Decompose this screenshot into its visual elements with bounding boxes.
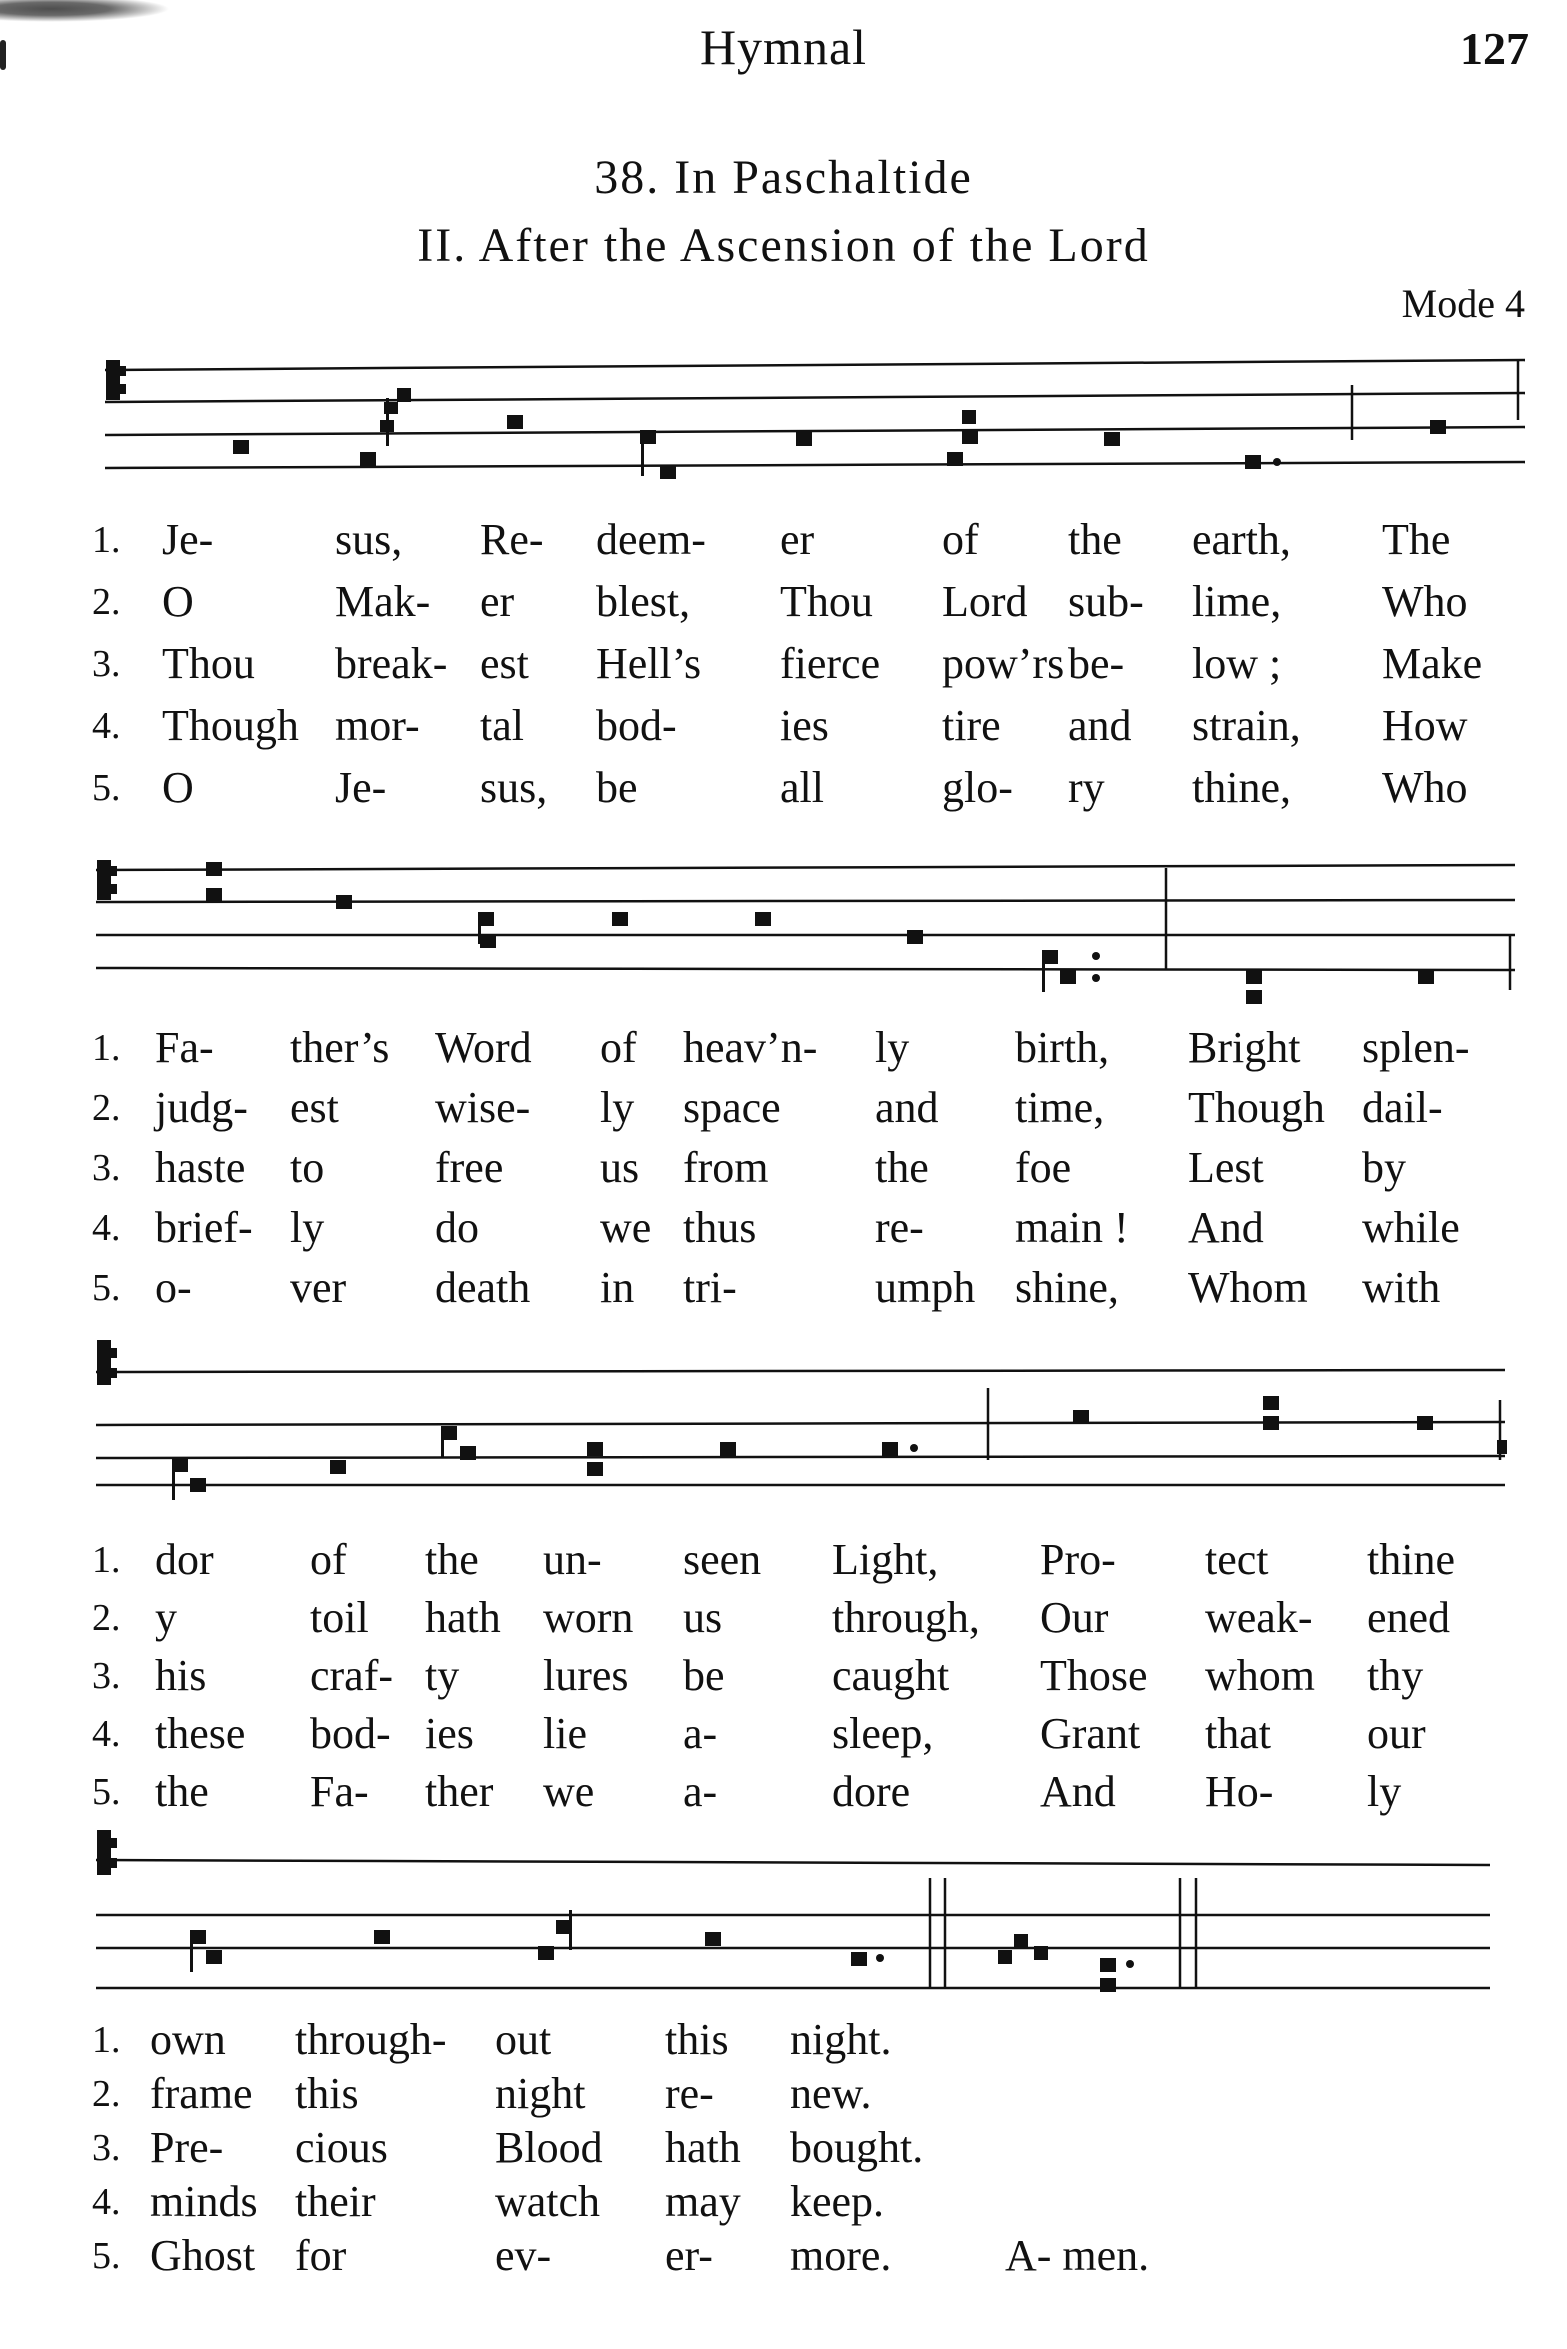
lyric-syllable: The: [1382, 515, 1451, 564]
lyric-syllable: free: [435, 1143, 504, 1192]
lyric-syllable: space: [683, 1083, 781, 1132]
lyric-syllable: earth,: [1192, 515, 1291, 564]
neume: [360, 452, 376, 466]
lyric-syllable: mor-: [335, 701, 420, 750]
lyric-syllable: thus: [683, 1203, 757, 1252]
c-clef: [97, 1830, 111, 1875]
lyric-syllable: seen: [683, 1535, 762, 1584]
neume: [1263, 1416, 1279, 1430]
neume: [190, 1478, 206, 1492]
verse-number: 1.: [92, 2019, 121, 2061]
lyric-syllable: thine: [1367, 1535, 1455, 1584]
neume: [660, 465, 676, 479]
lyric-syllable: tal: [480, 701, 524, 750]
lyric-syllable: do: [435, 1203, 479, 1252]
neume: [612, 912, 628, 926]
lyric-syllable: main !: [1015, 1203, 1129, 1252]
lyric-syllable: from: [683, 1143, 769, 1192]
lyric-syllable: strain,: [1192, 701, 1301, 750]
neume: [796, 432, 812, 446]
neume: [206, 888, 222, 902]
lyric-syllable: our: [1367, 1709, 1426, 1758]
verse-number: 4.: [92, 1207, 121, 1249]
neume: [374, 1930, 390, 1944]
lyric-syllable: this: [665, 2015, 729, 2064]
lyric-syllable: lie: [543, 1709, 587, 1758]
lyric-syllable: dore: [832, 1767, 911, 1816]
lyric-syllable: est: [290, 1083, 339, 1132]
neume: [962, 410, 976, 424]
verse-number: 4.: [92, 1713, 121, 1755]
neume: [1034, 1946, 1048, 1960]
lyric-syllable: this: [295, 2069, 359, 2118]
neume: [962, 430, 978, 444]
lyric-syllable: And: [1040, 1767, 1116, 1816]
lyric-syllable: through,: [832, 1593, 980, 1642]
neume: [1497, 1440, 1507, 1454]
neume: [1104, 432, 1120, 446]
lyric-syllable: own: [150, 2015, 226, 2064]
neume: [1417, 1416, 1433, 1430]
verse-number: 4.: [92, 705, 121, 747]
neume: [233, 440, 249, 454]
lyric-syllable: ty: [425, 1651, 460, 1700]
neume: [705, 1932, 721, 1946]
lyric-syllable: fierce: [780, 639, 881, 688]
lyric-syllable: a-: [683, 1709, 718, 1758]
neume: [480, 934, 496, 948]
lyric-syllable: thine,: [1192, 763, 1291, 812]
lyric-syllable: in: [600, 1263, 635, 1312]
neume: [998, 1950, 1012, 1964]
lyric-syllable: judg-: [155, 1083, 248, 1132]
lyric-syllable: his: [155, 1651, 207, 1700]
verse-number: 1.: [92, 519, 121, 561]
lyric-syllable: Those: [1040, 1651, 1148, 1700]
lyric-syllable: And: [1188, 1203, 1264, 1252]
lyric-syllable: Pro-: [1040, 1535, 1116, 1584]
lyric-syllable: heav’n-: [683, 1023, 818, 1072]
neume: [907, 930, 923, 944]
neume: [460, 1446, 476, 1460]
lyric-syllable: re-: [875, 1203, 924, 1252]
lyric-syllable: Pre-: [150, 2123, 224, 2172]
lyric-syllable: of: [600, 1023, 637, 1072]
lyric-syllable: may: [665, 2177, 741, 2226]
verse-number: 2.: [92, 1087, 121, 1129]
lyric-syllable: more.: [790, 2231, 892, 2280]
lyric-syllable: dor: [155, 1535, 214, 1584]
lyric-syllable: haste: [155, 1143, 246, 1192]
lyric-syllable: umph: [875, 1263, 976, 1312]
lyric-syllable: Whom: [1188, 1263, 1308, 1312]
lyric-syllable: er-: [665, 2231, 713, 2280]
verse-number: 3.: [92, 1147, 121, 1189]
lyric-syllable: ly: [875, 1023, 910, 1072]
lyric-syllable: and: [875, 1083, 939, 1132]
verse-number: 3.: [92, 1655, 121, 1697]
lyric-syllable: sub-: [1068, 577, 1144, 626]
verse-number: 2.: [92, 581, 121, 623]
lyric-syllable: How: [1382, 701, 1468, 750]
neume: [1263, 1396, 1279, 1410]
lyric-syllable: ev-: [495, 2231, 552, 2280]
lyric-syllable: caught: [832, 1651, 950, 1700]
lyric-syllable: tect: [1205, 1535, 1269, 1584]
hymn-subtitle: II. After the Ascension of the Lord: [417, 219, 1150, 272]
lyric-syllable: Though: [1188, 1083, 1325, 1132]
lyric-syllable: Hell’s: [596, 639, 702, 688]
lyric-syllable: foe: [1015, 1143, 1072, 1192]
verse-number: 2.: [92, 2073, 121, 2115]
lyric-syllable: new.: [790, 2069, 872, 2118]
lyric-syllable: with: [1362, 1263, 1441, 1312]
neume: [1418, 970, 1434, 984]
lyric-syllable: weak-: [1205, 1593, 1313, 1642]
c-clef: [97, 1340, 111, 1385]
neume: [1100, 1958, 1116, 1972]
neume: [720, 1442, 736, 1456]
lyric-syllable: er: [480, 577, 515, 626]
lyric-syllable: Lest: [1188, 1143, 1264, 1192]
neume: [755, 912, 771, 926]
lyric-syllable: Thou: [162, 639, 255, 688]
lyric-syllable: Who: [1382, 577, 1468, 626]
lyric-syllable: deem-: [596, 515, 706, 564]
neume: [336, 895, 352, 909]
lyric-syllable: the: [425, 1535, 479, 1584]
verse-number: 3.: [92, 643, 121, 685]
lyric-syllable: sleep,: [832, 1709, 934, 1758]
lyric-syllable: Fa-: [310, 1767, 369, 1816]
lyric-syllable: Fa-: [155, 1023, 214, 1072]
lyric-syllable: Word: [435, 1023, 532, 1072]
lyric-syllable: y: [155, 1593, 177, 1642]
lyric-syllable: re-: [665, 2069, 714, 2118]
lyric-syllable: Though: [162, 701, 299, 750]
lyric-syllable: of: [310, 1535, 347, 1584]
lyric-syllable: un-: [543, 1535, 602, 1584]
lyric-syllable: Grant: [1040, 1709, 1141, 1758]
lyric-syllable: o-: [155, 1263, 192, 1312]
lyric-syllable: worn: [543, 1593, 634, 1642]
lyric-syllable: the: [875, 1143, 929, 1192]
lyric-syllable: break-: [335, 639, 448, 688]
neume: [882, 1442, 898, 1456]
lyric-syllable: out: [495, 2015, 552, 2064]
verse-number: 4.: [92, 2181, 121, 2223]
lyric-syllable: for: [295, 2231, 347, 2280]
verse-number: 3.: [92, 2127, 121, 2169]
neume: [1246, 990, 1262, 1004]
lyric-syllable: low ;: [1192, 639, 1282, 688]
neume: [947, 452, 963, 466]
lyric-syllable: Je-: [162, 515, 214, 564]
lyric-syllable: these: [155, 1709, 246, 1758]
lyric-syllable: Ghost: [150, 2231, 256, 2280]
lyric-syllable: all: [780, 763, 824, 812]
lyric-syllable: Blood: [495, 2123, 603, 2172]
lyric-syllable: ther’s: [290, 1023, 390, 1072]
lyric-syllable: through-: [295, 2015, 447, 2064]
lyric-syllable: ly: [290, 1203, 325, 1252]
lyric-syllable: death: [435, 1263, 531, 1312]
verse-number: 5.: [92, 1771, 121, 1813]
chant-staff-3: [0, 1330, 1567, 1490]
lyric-syllable: ly: [1367, 1767, 1402, 1816]
lyric-syllable: by: [1362, 1143, 1406, 1192]
lyric-syllable: be: [683, 1651, 725, 1700]
lyric-syllable: birth,: [1015, 1023, 1110, 1072]
neume: [507, 415, 523, 429]
neume: [587, 1442, 603, 1456]
lyric-syllable: ly: [600, 1083, 635, 1132]
lyric-syllable: their: [295, 2177, 376, 2226]
neume: [1430, 420, 1446, 434]
lyric-syllable: ther: [425, 1767, 494, 1816]
lyric-syllable: sus,: [480, 763, 548, 812]
lyric-syllable: time,: [1015, 1083, 1105, 1132]
lyric-syllable: hath: [665, 2123, 741, 2172]
lyric-syllable: dail-: [1362, 1083, 1443, 1132]
neume: [1100, 1978, 1116, 1992]
neume: [1246, 970, 1262, 984]
lyric-syllable: craf-: [310, 1651, 394, 1700]
verse-number: 2.: [92, 1597, 121, 1639]
lyric-syllable: A- men.: [1005, 2231, 1150, 2280]
chant-staff-1: [0, 340, 1567, 500]
verse-number: 5.: [92, 1267, 121, 1309]
lyric-syllable: be: [596, 763, 638, 812]
lyric-syllable: cious: [295, 2123, 388, 2172]
lyric-syllable: Thou: [780, 577, 873, 626]
lyric-syllable: bought.: [790, 2123, 924, 2172]
lyric-syllable: Who: [1382, 763, 1468, 812]
lyric-syllable: frame: [150, 2069, 253, 2118]
mode-label: Mode 4: [1401, 281, 1525, 326]
lyric-syllable: ies: [780, 701, 829, 750]
neume: [587, 1462, 603, 1476]
verse-number: 1.: [92, 1539, 121, 1581]
lyric-syllable: ver: [290, 1263, 347, 1312]
lyric-syllable: Mak-: [335, 577, 431, 626]
neume: [851, 1952, 867, 1966]
lyric-syllable: ry: [1068, 763, 1105, 812]
hymn-title: 38. In Paschaltide: [594, 151, 973, 204]
lyric-syllable: us: [600, 1143, 640, 1192]
lyric-syllable: wise-: [435, 1083, 531, 1132]
lyric-syllable: Je-: [335, 763, 387, 812]
lyric-syllable: O: [162, 763, 194, 812]
lyric-syllable: O: [162, 577, 194, 626]
lyric-syllable: night: [495, 2069, 586, 2118]
lyric-syllable: brief-: [155, 1203, 253, 1252]
lyric-syllable: ies: [425, 1709, 474, 1758]
lyric-syllable: while: [1362, 1203, 1460, 1252]
lyric-syllable: shine,: [1015, 1263, 1119, 1312]
lyric-syllable: we: [543, 1767, 595, 1816]
lyric-syllable: Ho-: [1205, 1767, 1274, 1816]
lyric-syllable: watch: [495, 2177, 601, 2226]
lyric-syllable: hath: [425, 1593, 501, 1642]
lyric-syllable: Our: [1040, 1593, 1109, 1642]
lyric-syllable: Re-: [480, 515, 544, 564]
lyric-syllable: of: [942, 515, 979, 564]
neume: [1060, 970, 1076, 984]
lyric-syllable: a-: [683, 1767, 718, 1816]
neume: [1014, 1934, 1028, 1948]
verse-number: 5.: [92, 2235, 121, 2277]
lyric-syllable: minds: [150, 2177, 258, 2226]
lyric-syllable: Bright: [1188, 1023, 1301, 1072]
lyric-syllable: and: [1068, 701, 1132, 750]
neume: [1245, 455, 1261, 469]
lyric-syllable: keep.: [790, 2177, 885, 2226]
neume: [330, 1460, 346, 1474]
chant-staff-4: [0, 1820, 1567, 1990]
lyric-syllable: ened: [1367, 1593, 1451, 1642]
c-clef: [97, 860, 111, 900]
lyric-syllable: blest,: [596, 577, 691, 626]
lyric-syllable: bod-: [596, 701, 677, 750]
neume: [206, 1950, 222, 1964]
lyric-syllable: we: [600, 1203, 652, 1252]
lyric-syllable: pow’rs: [942, 639, 1065, 688]
chant-staff-2: [0, 840, 1567, 1000]
lyric-syllable: er: [780, 515, 815, 564]
lyric-syllable: tire: [942, 701, 1001, 750]
neume: [1073, 1410, 1089, 1424]
lyric-syllable: to: [290, 1143, 325, 1192]
neume: [397, 388, 411, 402]
lyric-syllable: Light,: [832, 1535, 939, 1584]
lyric-syllable: lures: [543, 1651, 629, 1700]
lyric-syllable: the: [1068, 515, 1122, 564]
lyric-syllable: us: [683, 1593, 723, 1642]
verse-number: 1.: [92, 1027, 121, 1069]
lyric-syllable: splen-: [1362, 1023, 1470, 1072]
lyric-syllable: that: [1205, 1709, 1271, 1758]
lyric-syllable: glo-: [942, 763, 1013, 812]
lyric-syllable: night.: [790, 2015, 892, 2064]
lyric-syllable: bod-: [310, 1709, 391, 1758]
lyric-syllable: be-: [1068, 639, 1125, 688]
lyric-syllable: est: [480, 639, 529, 688]
lyric-syllable: thy: [1367, 1651, 1424, 1700]
c-clef: [106, 360, 120, 400]
lyric-syllable: Lord: [942, 577, 1028, 626]
lyric-syllable: toil: [310, 1593, 369, 1642]
lyric-syllable: whom: [1205, 1651, 1315, 1700]
lyric-syllable: sus,: [335, 515, 403, 564]
lyric-syllable: tri-: [683, 1263, 737, 1312]
running-title: Hymnal: [699, 19, 868, 75]
lyric-syllable: the: [155, 1767, 209, 1816]
lyric-syllable: Make: [1382, 639, 1483, 688]
lyric-syllable: lime,: [1192, 577, 1282, 626]
neume: [206, 862, 222, 876]
verse-number: 5.: [92, 767, 121, 809]
neume: [538, 1946, 554, 1960]
page-number: 127: [1460, 23, 1529, 74]
